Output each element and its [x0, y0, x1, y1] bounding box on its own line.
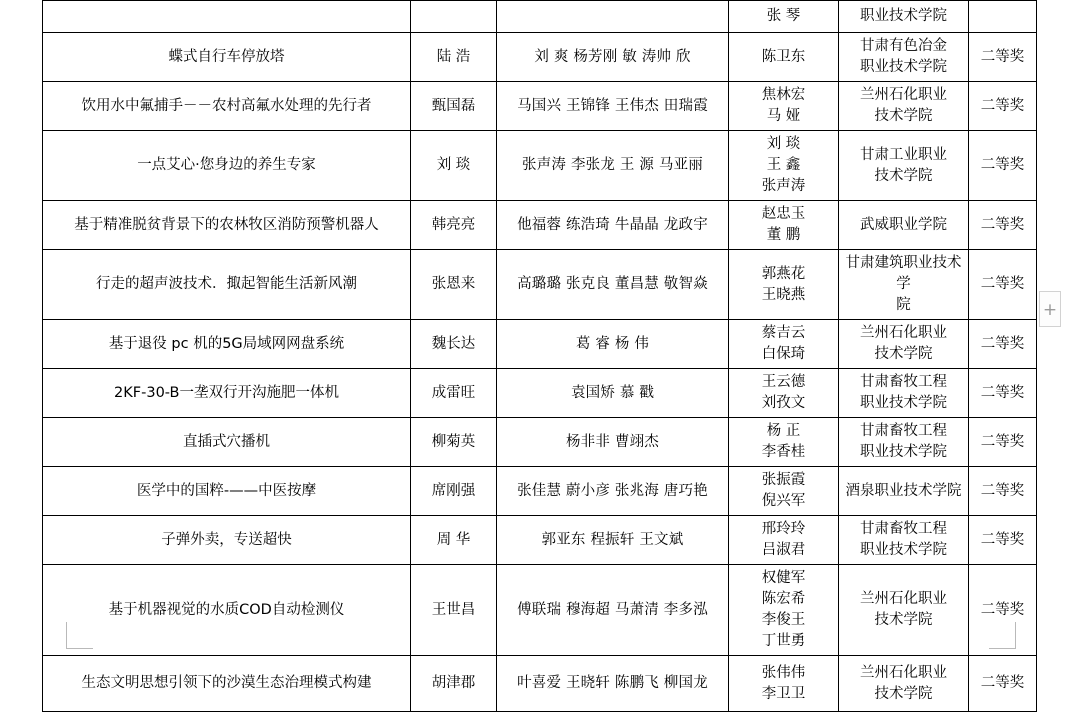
- project-members-cell-line: 郭亚东 程振轩 王文斌: [541, 531, 684, 548]
- project-title-cell-line: 行走的超声波技术．掫起智能生活新风潮: [96, 276, 357, 293]
- project-award-cell: [969, 320, 1037, 369]
- project-leader-cell: [411, 516, 497, 565]
- project-school-cell: [839, 656, 969, 712]
- project-school-cell-line: 技术学院: [874, 346, 933, 363]
- project-school-cell-line: 职业技术学院: [860, 542, 947, 559]
- project-advisor-cell-line: 李俊王: [761, 612, 806, 629]
- project-leader-cell-line: 甄国磊: [431, 97, 476, 114]
- project-advisor-cell: [729, 201, 839, 250]
- project-title-cell-line: 饮用水中氟捕手－－农村高氟水处理的先行者: [81, 97, 372, 114]
- project-school-cell-line: 职业技术学院: [860, 444, 947, 461]
- project-title-cell: [43, 516, 411, 565]
- project-members-cell: [497, 467, 729, 516]
- project-school-cell: [839, 467, 969, 516]
- project-leader-cell: [411, 467, 497, 516]
- project-title-cell-line: 2KF-30-B一垄双行开沟施肥一体机: [114, 384, 339, 401]
- table-row: [43, 250, 1037, 320]
- project-leader-cell-line: 柳菊英: [431, 433, 476, 450]
- project-leader-cell: [411, 131, 497, 201]
- project-school-cell: [839, 82, 969, 131]
- project-members-cell: [497, 201, 729, 250]
- project-title-cell: [43, 418, 411, 467]
- project-advisor-cell: [729, 656, 839, 712]
- project-leader-cell: [411, 418, 497, 467]
- table-row: [43, 369, 1037, 418]
- project-members-cell-line: 葛 睿 杨 伟: [575, 335, 650, 352]
- project-advisor-cell-line: 李卫卫: [761, 685, 806, 702]
- project-school-cell: [839, 33, 969, 82]
- project-school-cell-line: 职业技术学院: [860, 59, 947, 76]
- table-row: [43, 82, 1037, 131]
- project-title-cell: [43, 1, 411, 33]
- table-row: [43, 418, 1037, 467]
- project-advisor-cell-line: 张振霞: [761, 472, 806, 489]
- project-members-cell: [497, 320, 729, 369]
- project-members-cell-line: 他福蓉 练浩琦 牛晶晶 龙政宇: [517, 216, 708, 233]
- project-advisor-cell-line: 邢玲玲: [761, 521, 806, 538]
- project-leader-cell-line: 韩亮亮: [431, 216, 476, 233]
- project-leader-cell: [411, 656, 497, 712]
- project-title-cell-line: 基于精准脱贫背景下的农林牧区消防预警机器人: [74, 216, 379, 233]
- project-leader-cell-line: 魏长达: [431, 335, 476, 352]
- project-advisor-cell: [729, 516, 839, 565]
- project-advisor-cell-line: 张伟伟: [761, 664, 806, 681]
- project-title-cell-line: 基于机器视觉的水质COD自动检测仪: [108, 601, 345, 618]
- project-advisor-cell-line: 倪兴军: [761, 493, 806, 510]
- project-school-cell-line: 职业技术学院: [860, 7, 947, 24]
- project-title-cell: [43, 131, 411, 201]
- project-school-cell: [839, 418, 969, 467]
- project-school-cell: [839, 320, 969, 369]
- project-award-cell-line: 二等奖: [980, 216, 1025, 233]
- project-award-cell: [969, 418, 1037, 467]
- project-advisor-cell-line: 马 娅: [766, 108, 801, 125]
- award-project-table: [42, 0, 1037, 712]
- project-members-cell-line: 张佳慧 蔚小彦 张兆海 唐巧艳: [517, 482, 708, 499]
- table-row: [43, 1, 1037, 33]
- project-title-cell: [43, 565, 411, 656]
- project-advisor-cell-line: 刘 琰: [766, 136, 801, 153]
- project-members-cell: [497, 418, 729, 467]
- project-advisor-cell-line: 陈宏希: [761, 591, 806, 608]
- project-advisor-cell: [729, 131, 839, 201]
- project-award-cell-line: 二等奖: [980, 335, 1025, 352]
- project-leader-cell-line: 张恩来: [431, 276, 476, 293]
- project-title-cell: [43, 656, 411, 712]
- project-school-cell-line: 技术学院: [874, 108, 933, 125]
- project-award-cell-line: 二等奖: [980, 97, 1025, 114]
- project-members-cell-line: 马国兴 王锦锋 王伟杰 田瑞霞: [517, 97, 708, 114]
- project-advisor-cell-line: 王 鑫: [766, 157, 801, 174]
- project-members-cell-line: 杨非非 曹翊杰: [565, 433, 659, 450]
- project-advisor-cell-line: 吕淑君: [761, 542, 806, 559]
- project-school-cell: [839, 369, 969, 418]
- project-school-cell: [839, 250, 969, 320]
- project-members-cell: [497, 33, 729, 82]
- table-row: [43, 131, 1037, 201]
- project-members-cell-line: 袁国矫 慕 戳: [570, 384, 655, 401]
- project-advisor-cell-line: 丁世勇: [761, 633, 806, 650]
- project-members-cell-line: 刘 爽 杨芳刚 敏 涛帅 欣: [534, 48, 691, 65]
- project-award-cell: [969, 82, 1037, 131]
- table-row: [43, 320, 1037, 369]
- project-members-cell: [497, 250, 729, 320]
- project-title-cell-line: 子弹外卖，专送超快: [161, 531, 292, 548]
- project-advisor-cell-line: 王云德: [761, 374, 806, 391]
- project-advisor-cell: [729, 418, 839, 467]
- project-title-cell-line: 蝶式自行车停放塔: [168, 48, 285, 65]
- project-leader-cell-line: 周 华: [436, 531, 471, 548]
- project-award-cell: [969, 467, 1037, 516]
- project-leader-cell-line: 王世昌: [431, 601, 476, 618]
- project-members-cell: [497, 131, 729, 201]
- project-leader-cell: [411, 33, 497, 82]
- project-advisor-cell-line: 郭燕花: [761, 265, 806, 282]
- project-leader-cell-line: 胡津郡: [431, 675, 476, 692]
- project-members-cell: [497, 82, 729, 131]
- project-leader-cell: [411, 250, 497, 320]
- project-award-cell-line: 二等奖: [980, 482, 1025, 499]
- project-members-cell-line: 高璐璐 张克良 董昌慧 敬智焱: [517, 276, 708, 293]
- project-award-cell-line: 二等奖: [980, 384, 1025, 401]
- project-school-cell-line: 酒泉职业技术学院: [845, 482, 962, 499]
- project-advisor-cell: [729, 82, 839, 131]
- project-title-cell: [43, 369, 411, 418]
- project-advisor-cell-line: 焦林宏: [761, 87, 806, 104]
- project-title-cell: [43, 250, 411, 320]
- table-row: [43, 201, 1037, 250]
- project-title-cell: [43, 320, 411, 369]
- project-advisor-cell-line: 杨 正: [766, 423, 801, 440]
- project-school-cell-line: 武威职业学院: [860, 216, 947, 233]
- project-award-cell-line: 二等奖: [980, 531, 1025, 548]
- project-members-cell: [497, 369, 729, 418]
- project-leader-cell: [411, 82, 497, 131]
- project-school-cell: [839, 565, 969, 656]
- table-row: [43, 33, 1037, 82]
- project-leader-cell-line: 刘 琰: [436, 157, 471, 174]
- project-school-cell-line: 技术学院: [874, 167, 933, 184]
- table-row: [43, 467, 1037, 516]
- project-advisor-cell-line: 白保琦: [761, 346, 806, 363]
- project-advisor-cell-line: 张声涛: [761, 178, 806, 195]
- project-award-cell-line: 二等奖: [980, 433, 1025, 450]
- project-advisor-cell-line: 李香桂: [761, 444, 806, 461]
- project-members-cell: [497, 565, 729, 656]
- project-title-cell: [43, 201, 411, 250]
- project-school-cell-line: 甘肃有色冶金: [860, 38, 947, 54]
- project-advisor-cell: [729, 369, 839, 418]
- project-leader-cell-line: 席刚强: [431, 482, 476, 499]
- project-members-cell: [497, 656, 729, 712]
- project-award-cell: [969, 33, 1037, 82]
- project-advisor-cell-line: 张 琴: [766, 7, 801, 24]
- project-advisor-cell: [729, 467, 839, 516]
- project-members-cell-line: 傅联瑞 穆海超 马萧清 李多泓: [517, 601, 708, 618]
- project-advisor-cell-line: 蔡吉云: [761, 325, 806, 342]
- project-leader-cell: [411, 320, 497, 369]
- project-school-cell-line: 甘肃工业职业: [860, 146, 947, 163]
- project-members-cell-line: 张声涛 李张龙 王 源 马亚丽: [522, 157, 703, 174]
- project-school-cell-line: 甘肃畜牧工程: [860, 374, 947, 391]
- project-school-cell-line: 技术学院: [874, 612, 933, 629]
- project-title-cell: [43, 467, 411, 516]
- project-award-cell-line: 二等奖: [980, 276, 1025, 293]
- project-title-cell-line: 基于退役 pc 机的5G局域网网盘系统: [108, 335, 345, 352]
- project-school-cell: [839, 201, 969, 250]
- project-leader-cell-line: 成雷旺: [431, 384, 476, 401]
- project-award-cell-line: 二等奖: [980, 157, 1025, 174]
- project-school-cell-line: 兰州石化职业: [860, 325, 947, 342]
- add-page-button[interactable]: +: [1039, 291, 1061, 327]
- project-school-cell-line: 职业技术学院: [860, 395, 947, 412]
- project-school-cell: [839, 516, 969, 565]
- project-school-cell-line: 兰州石化职业: [860, 591, 947, 608]
- project-advisor-cell-line: 刘孜文: [761, 395, 806, 412]
- project-members-cell-line: 叶喜爱 王晓轩 陈鹏飞 柳国龙: [517, 675, 708, 692]
- project-advisor-cell-line: 董 鹏: [766, 227, 801, 244]
- project-title-cell: [43, 82, 411, 131]
- project-members-cell: [497, 1, 729, 33]
- project-leader-cell: [411, 565, 497, 656]
- project-school-cell-line: 兰州石化职业: [860, 87, 947, 104]
- project-advisor-cell-line: 赵忠玉: [761, 206, 806, 223]
- project-school-cell: [839, 1, 969, 33]
- project-advisor-cell-line: 王晓燕: [761, 286, 806, 303]
- project-award-cell: [969, 201, 1037, 250]
- project-award-cell-line: 二等奖: [980, 601, 1025, 618]
- project-advisor-cell: [729, 320, 839, 369]
- table-row: [43, 516, 1037, 565]
- project-advisor-cell: [729, 565, 839, 656]
- project-advisor-cell: [729, 250, 839, 320]
- project-school-cell-line: 院: [896, 297, 911, 314]
- project-school-cell-line: 技术学院: [874, 685, 933, 702]
- project-school-cell-line: 甘肃畜牧工程: [860, 521, 947, 538]
- project-leader-cell: [411, 1, 497, 33]
- project-school-cell-line: 兰州石化职业: [860, 664, 947, 681]
- table-row: [43, 656, 1037, 712]
- project-award-cell: [969, 656, 1037, 712]
- project-award-cell: [969, 369, 1037, 418]
- project-advisor-cell: [729, 33, 839, 82]
- project-leader-cell-line: 陆 浩: [436, 48, 471, 65]
- project-award-cell-line: 二等奖: [980, 48, 1025, 65]
- project-award-cell-line: 二等奖: [980, 675, 1025, 692]
- project-award-cell: [969, 131, 1037, 201]
- project-school-cell-line: 甘肃建筑职业技术学: [845, 255, 962, 293]
- page-crop-mark-bottom-left: [66, 622, 93, 649]
- table-row: [43, 565, 1037, 656]
- page-crop-mark-bottom-right: [989, 622, 1016, 649]
- project-school-cell: [839, 131, 969, 201]
- project-members-cell: [497, 516, 729, 565]
- project-leader-cell: [411, 369, 497, 418]
- project-advisor-cell-line: 权健军: [761, 570, 806, 587]
- project-title-cell-line: 医学中的国粹-——中医按摩: [136, 482, 317, 499]
- project-title-cell-line: 生态文明思想引领下的沙漠生态治理模式构建: [81, 675, 372, 692]
- project-title-cell-line: 一点艾心·您身边的养生专家: [137, 157, 316, 174]
- project-title-cell-line: 直插式穴播机: [183, 433, 270, 450]
- project-award-cell: [969, 516, 1037, 565]
- project-advisor-cell-line: 陈卫东: [761, 48, 806, 65]
- project-school-cell-line: 甘肃畜牧工程: [860, 423, 947, 440]
- project-award-cell: [969, 1, 1037, 33]
- project-title-cell: [43, 33, 411, 82]
- project-advisor-cell: [729, 1, 839, 33]
- project-award-cell: [969, 250, 1037, 320]
- project-leader-cell: [411, 201, 497, 250]
